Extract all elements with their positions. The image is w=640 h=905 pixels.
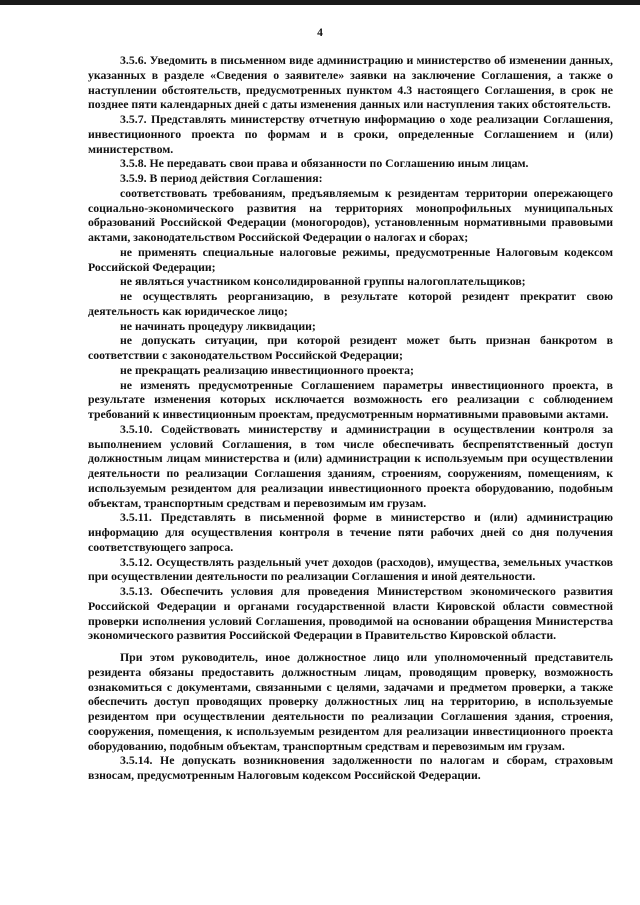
paragraph-3-5-11: 3.5.11. Представлять в письменной форме в министерство и (или) администрацию информацию для осуществления контроля в течение пяти рабочих дней со дня получения соответствующего запроса. xyxy=(88,510,613,554)
top-border xyxy=(0,0,640,5)
list-item: не допускать ситуации, при которой резидент может быть признан банкротом в соответствии с законодательством Российской Федерации; xyxy=(88,333,613,362)
list-item: не являться участником консолидированной группы налогоплательщиков; xyxy=(120,274,526,289)
paragraph-3-5-14: 3.5.14. Не допускать возникновения задолженности по налогам и сборам, страховым взносам, предусмотренным Налоговым кодексом Российской Федерации. xyxy=(88,753,613,782)
list-item: соответствовать требованиям, предъявляемым к резидентам территории опережающего социально-экономического развития на территориях монопрофильных муниципальных образований Российской Федерации (моногородов), установленным нормативными правовыми актами, законодательством Российской Федерации о налогах и сборах; xyxy=(88,185,613,244)
paragraph-3-5-13: 3.5.13. Обеспечить условия для проведения Министерством экономического развития Российской Федерации и органами государственной власти Кировской области совместной проверки исполнения условий Соглашения, проводимой на основании обращения Министерства экономического развития Российской Федерации в Правительство Кировской области. xyxy=(88,584,613,643)
paragraph-3-5-9: 3.5.9. В период действия Соглашения: xyxy=(120,171,323,185)
paragraph-3-5-7: 3.5.7. Представлять министерству отчетную информацию о ходе реализации Соглашения, инвестиционного проекта по формам и в сроки, определенные Соглашением и (или) министерством. xyxy=(88,112,613,156)
list-item: не изменять предусмотренные Соглашением параметры инвестиционного проекта, в результате изменения которых исключается возможность его реализации с соблюдением требований к инвестиционным проектам, предусмотренным нормативными правовыми актами. xyxy=(88,377,613,421)
paragraph-3-5-6: 3.5.6. Уведомить в письменном виде администрацию и министерство об изменении данных, указанных в разделе «Сведения о заявителе» заявки на заключение Соглашения, а также о наступлении обстоятельств, предусмотренных пунктом 4.3 настоящего Соглашения, в срок не позднее пяти календарных дней с даты изменения данных или наступления таких обстоятельств. xyxy=(88,53,613,112)
paragraph-3-5-8: 3.5.8. Не передавать свои права и обязанности по Соглашению иным лицам. xyxy=(120,156,529,171)
list-item: не прекращать реализацию инвестиционного проекта; xyxy=(120,362,414,377)
list-item: не начинать процедуру ликвидации; xyxy=(120,318,316,333)
list-item: не осуществлять реорганизацию, в результате которой резидент прекратит свою деятельность как юридическое лицо; xyxy=(88,289,613,318)
page-number: 4 xyxy=(317,27,323,39)
document-body xyxy=(88,53,613,783)
paragraph-inspection-note: При этом руководитель, иное должностное лицо или уполномоченный представитель резидента обязаны предоставить должностным лицам, проводящим проверку, возможность ознакомиться с документами, связанными с целями, задачами и предметом проверки, а также обеспечить доступ проводящих проверку должностных лиц на территорию, в используемые резидентом при осуществлении деятельности по реализации Соглашения здания, строения, сооружения, помещения, к используемым резидентом для реализации инвестиционного проекта оборудованию, подобным объектам, транспортным средствам и перевозимым им грузам. xyxy=(88,650,613,753)
paragraph-3-5-12: 3.5.12. Осуществлять раздельный учет доходов (расходов), имущества, земельных участков при осуществлении деятельности по реализации Соглашения и иной деятельности. xyxy=(88,554,613,584)
paragraph-3-5-10: 3.5.10. Содействовать министерству и администрации в осуществлении контроля за выполнением условий Соглашения, в том числе обеспечивать беспрепятственный доступ должностным лицам министерства и (или) администрации к используемым при осуществлении деятельности по реализации Соглашения зданиям, строениям, сооружениям, помещениям, к используемым резидентом для реализации инвестиционного проекта оборудованию, подобным объектам, транспортным средствам и перевозимым им грузам. xyxy=(88,421,613,510)
list-item: не применять специальные налоговые режимы, предусмотренные Налоговым кодексом Российской Федерации; xyxy=(88,244,613,274)
